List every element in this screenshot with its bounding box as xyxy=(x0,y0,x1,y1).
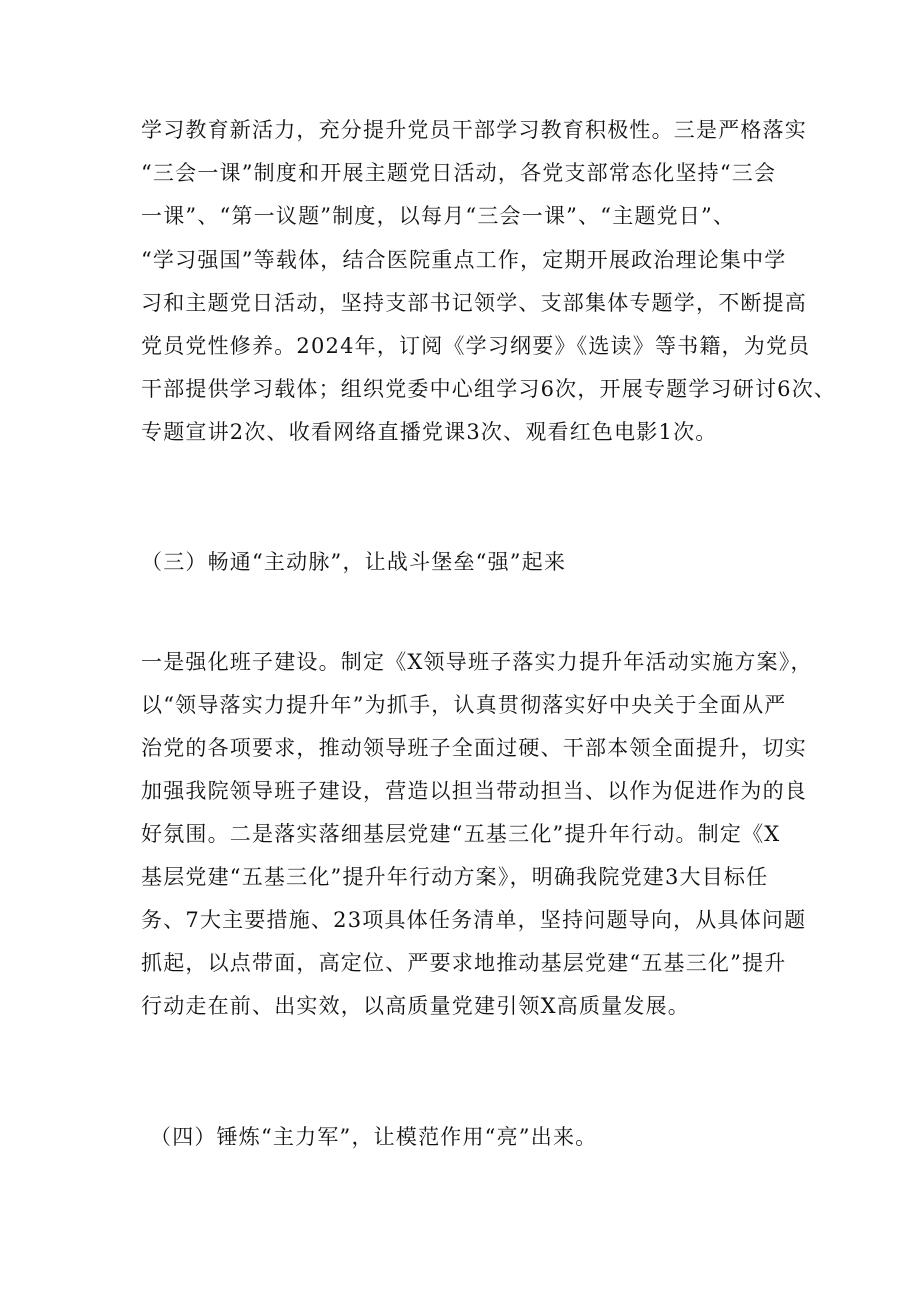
text-line: 基层党建“五基三化”提升年行动方案》，明确我院党建3大目标任 xyxy=(141,865,769,889)
text-line: 专题宣讲2次、收看网络直播党课3次、观看红色电影1次。 xyxy=(141,420,718,444)
text-line: 抓起，以点带面，高定位、严要求地推动基层党建“五基三化”提升 xyxy=(141,951,787,975)
text-line: 治党的各项要求，推动领导班子全面过硬、干部本领全面提升，切实 xyxy=(141,736,807,760)
text-line: 一课”、“第一议题”制度，以每月“三会一课”、“主题党日”、 xyxy=(141,204,736,228)
text-line: 习和主题党日活动，坚持支部书记领学、支部集体专题学，不断提高 xyxy=(141,291,807,315)
text-line: 一是强化班子建设。制定《X领导班子落实力提升年活动实施方案》， xyxy=(141,650,813,674)
text-line: 加强我院领导班子建设，营造以担当带动担当、以作为促进作为的良 xyxy=(141,779,807,803)
text-line: 行动走在前、出实效，以高质量党建引领X高质量发展。 xyxy=(141,994,690,1018)
section-heading-4: （四）锤炼“主力军”，让模范作用“亮”出来。 xyxy=(150,1125,598,1149)
text-line: 好氛围。二是落实落细基层党建“五基三化”提升年行动。制定《X xyxy=(141,822,781,846)
text-line: 务、7大主要措施、23项具体任务清单，坚持问题导向，从具体问题 xyxy=(141,908,807,932)
text-line: 党员党性修养。2024年，订阅《学习纲要》《选读》等书籍，为党员 xyxy=(141,334,811,358)
section-heading-3: （三）畅通“主动脉”，让战斗堡垒“强”起来 xyxy=(141,550,567,574)
text-line: 干部提供学习载体；组织党委中心组学习6次，开展专题学习研讨6次、 xyxy=(141,377,837,401)
text-line: “学习强国”等载体，结合医院重点工作，定期开展政治理论集中学 xyxy=(141,248,787,272)
text-line: 以“领导落实力提升年”为抓手，认真贯彻落实好中央关于全面从严 xyxy=(141,693,787,717)
text-line: 学习教育新活力，充分提升党员干部学习教育积极性。三是严格落实 xyxy=(141,118,807,142)
text-line: “三会一课”制度和开展主题党日活动，各党支部常态化坚持“三会 xyxy=(141,161,777,185)
